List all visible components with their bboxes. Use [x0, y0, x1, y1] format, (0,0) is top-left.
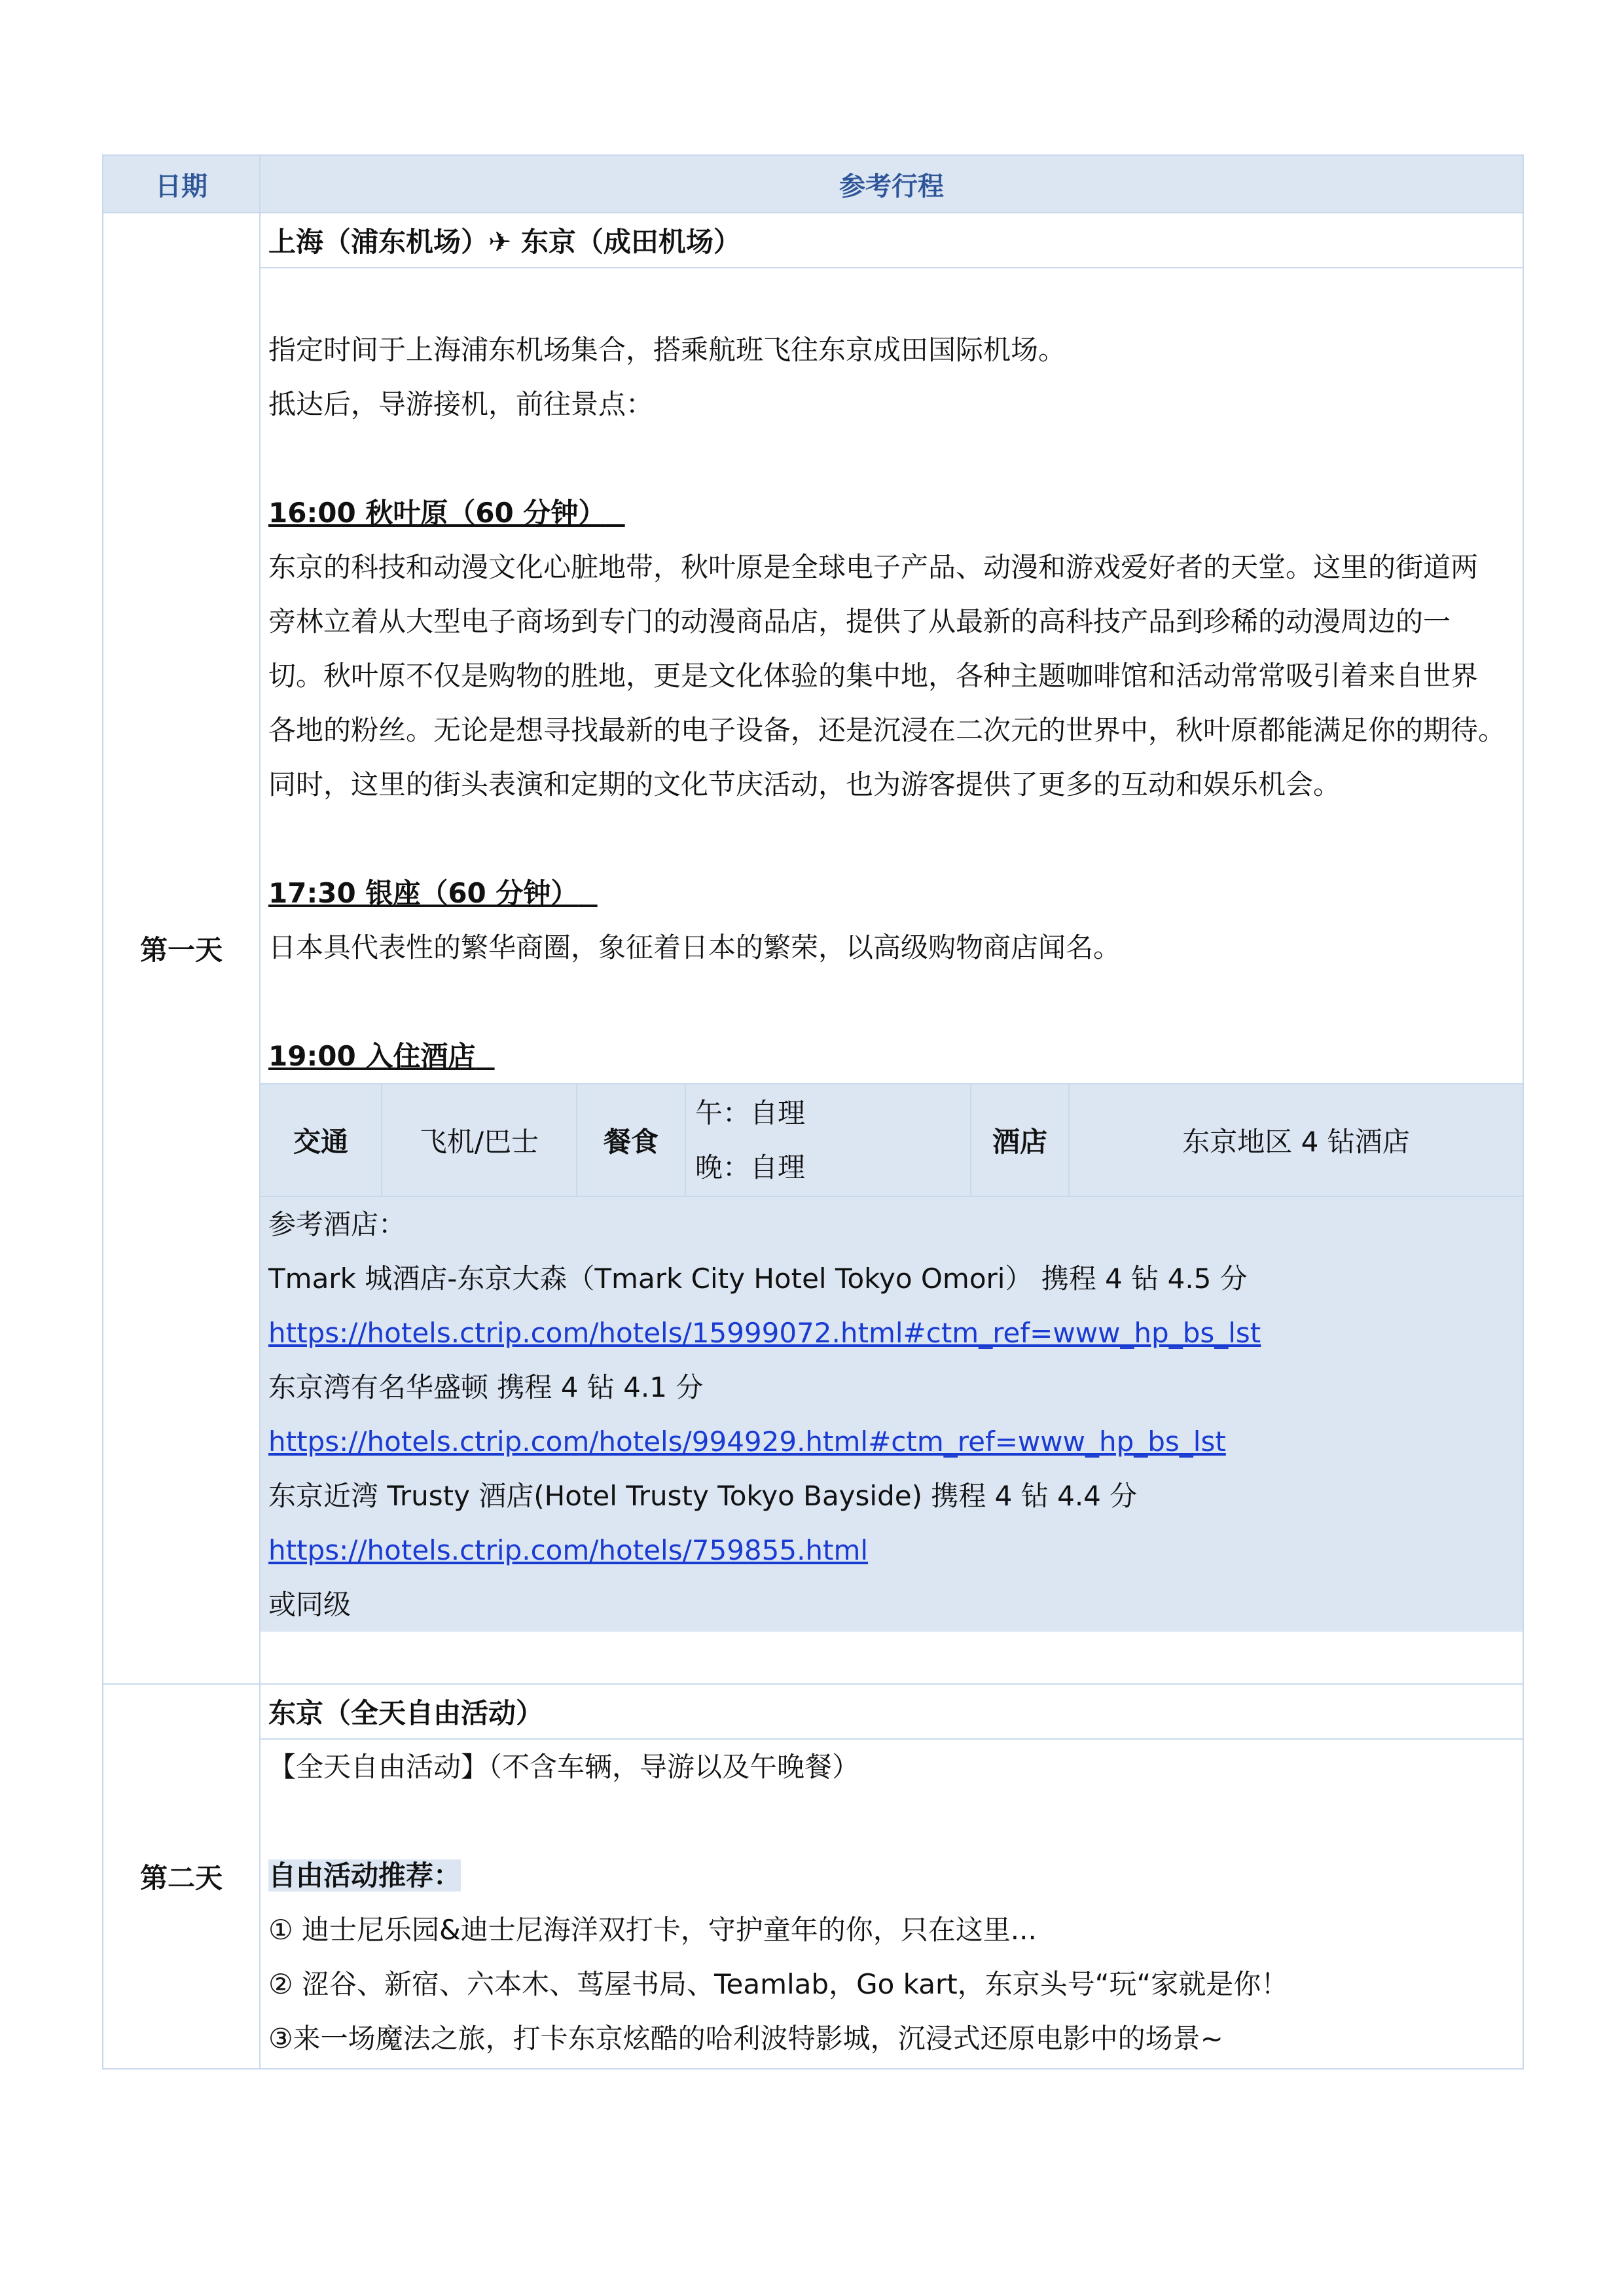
day1-info-bar — [261, 1083, 1523, 1197]
hotel-link[interactable]: https://hotels.ctrip.com/hotels/15999072.html#ctm_ref=www_hp_bs_lst — [268, 1317, 1261, 1349]
recommendation-item: ① 迪士尼乐园&迪士尼海洋双打卡，守护童年的你，只在这里... — [268, 1914, 1037, 1946]
ginza-desc: 日本具代表性的繁华商圈，象征着日本的繁荣，以高级购物商店闻名。 — [268, 931, 1121, 963]
header-itinerary: 参考行程 — [839, 171, 944, 202]
stop-title-hotel: 19:00 入住酒店 — [268, 1040, 476, 1072]
hotel-link[interactable]: https://hotels.ctrip.com/hotels/759855.html — [268, 1534, 869, 1566]
day1-itinerary-text — [261, 268, 1523, 1083]
stop-title-ginza: 17:30 银座（60 分钟） — [268, 877, 579, 909]
day2-row — [102, 1685, 1524, 2070]
intro-line: 指定时间于上海浦东机场集合，搭乘航班飞往东京成田国际机场。 — [268, 334, 1066, 366]
day2-content — [261, 1685, 1523, 2068]
akihabara-desc-line: 各地的粉丝。无论是想寻找最新的电子设备，还是沉浸在二次元的世界中，秋叶原都能满足你的期待。 — [268, 714, 1506, 746]
transport-value: 飞机/巴士 — [382, 1085, 577, 1196]
day1-content — [261, 213, 1523, 1683]
reference-hotels — [261, 1197, 1523, 1632]
hotel-entry: 东京湾有名华盛顿 携程 4 钻 4.1 分 — [268, 1371, 704, 1403]
itinerary-table — [102, 154, 1524, 2070]
hotel-entry: 东京近湾 Trusty 酒店(Hotel Trusty Tokyo Bayside) 携程 4 钻 4.4 分 — [268, 1480, 1138, 1512]
stop-title-akihabara: 16:00 秋叶原（60 分钟） — [268, 497, 606, 529]
akihabara-desc-line: 东京的科技和动漫文化心脏地带，秋叶原是全球电子产品、动漫和游戏爱好者的天堂。这里的街道两 — [268, 551, 1479, 583]
akihabara-desc-line: 同时，这里的街头表演和定期的文化节庆活动，也为游客提供了更多的互动和娱乐机会。 — [268, 768, 1341, 800]
hotel-label: 酒店 — [971, 1085, 1070, 1196]
recommendation-title: 自由活动推荐： — [268, 1859, 461, 1892]
intro-line: 抵达后，导游接机，前往景点： — [268, 388, 654, 420]
day1-route: 上海（浦东机场）✈ 东京（成田机场） — [261, 213, 1523, 268]
day2-itinerary-text — [261, 1740, 1523, 2066]
hotel-link[interactable]: https://hotels.ctrip.com/hotels/994929.html#ctm_ref=www_hp_bs_lst — [268, 1426, 1226, 1458]
header-date: 日期 — [103, 156, 261, 212]
day2-route: 东京（全天自由活动） — [261, 1685, 1523, 1740]
free-activity-note: 【全天自由活动】（不含车辆，导游以及午晚餐） — [268, 1751, 860, 1783]
table-header — [102, 154, 1524, 213]
recommendation-item: ③来一场魔法之旅，打卡东京炫酷的哈利波特影城，沉浸式还原电影中的场景~ — [268, 2022, 1223, 2054]
lunch-value: 午：自理 — [695, 1097, 806, 1129]
hotel-value: 东京地区 4 钻酒店 — [1182, 1126, 1410, 1158]
meal-value — [686, 1085, 971, 1196]
transport-label: 交通 — [261, 1085, 382, 1196]
hotel-entry: Tmark 城酒店-东京大森（Tmark City Hotel Tokyo Omori） 携程 4 钻 4.5 分 — [268, 1263, 1248, 1295]
day1-row — [102, 213, 1524, 1685]
day1-label: 第一天 — [103, 213, 261, 1683]
akihabara-desc-line: 旁林立着从大型电子商场到专门的动漫商品店，提供了从最新的高科技产品到珍稀的动漫周边的一 — [268, 605, 1451, 637]
or-similar: 或同级 — [268, 1588, 352, 1621]
hotels-heading: 参考酒店： — [268, 1208, 406, 1240]
dinner-value: 晚：自理 — [695, 1151, 806, 1183]
day2-label: 第二天 — [103, 1685, 261, 2068]
recommendation-item: ② 涩谷、新宿、六本木、茑屋书局、Teamlab，Go kart，东京头号“玩“家就是你！ — [268, 1968, 1289, 2000]
akihabara-desc-line: 切。秋叶原不仅是购物的胜地，更是文化体验的集中地，各种主题咖啡馆和活动常常吸引着来自世界 — [268, 660, 1479, 692]
meal-label: 餐食 — [577, 1085, 686, 1196]
